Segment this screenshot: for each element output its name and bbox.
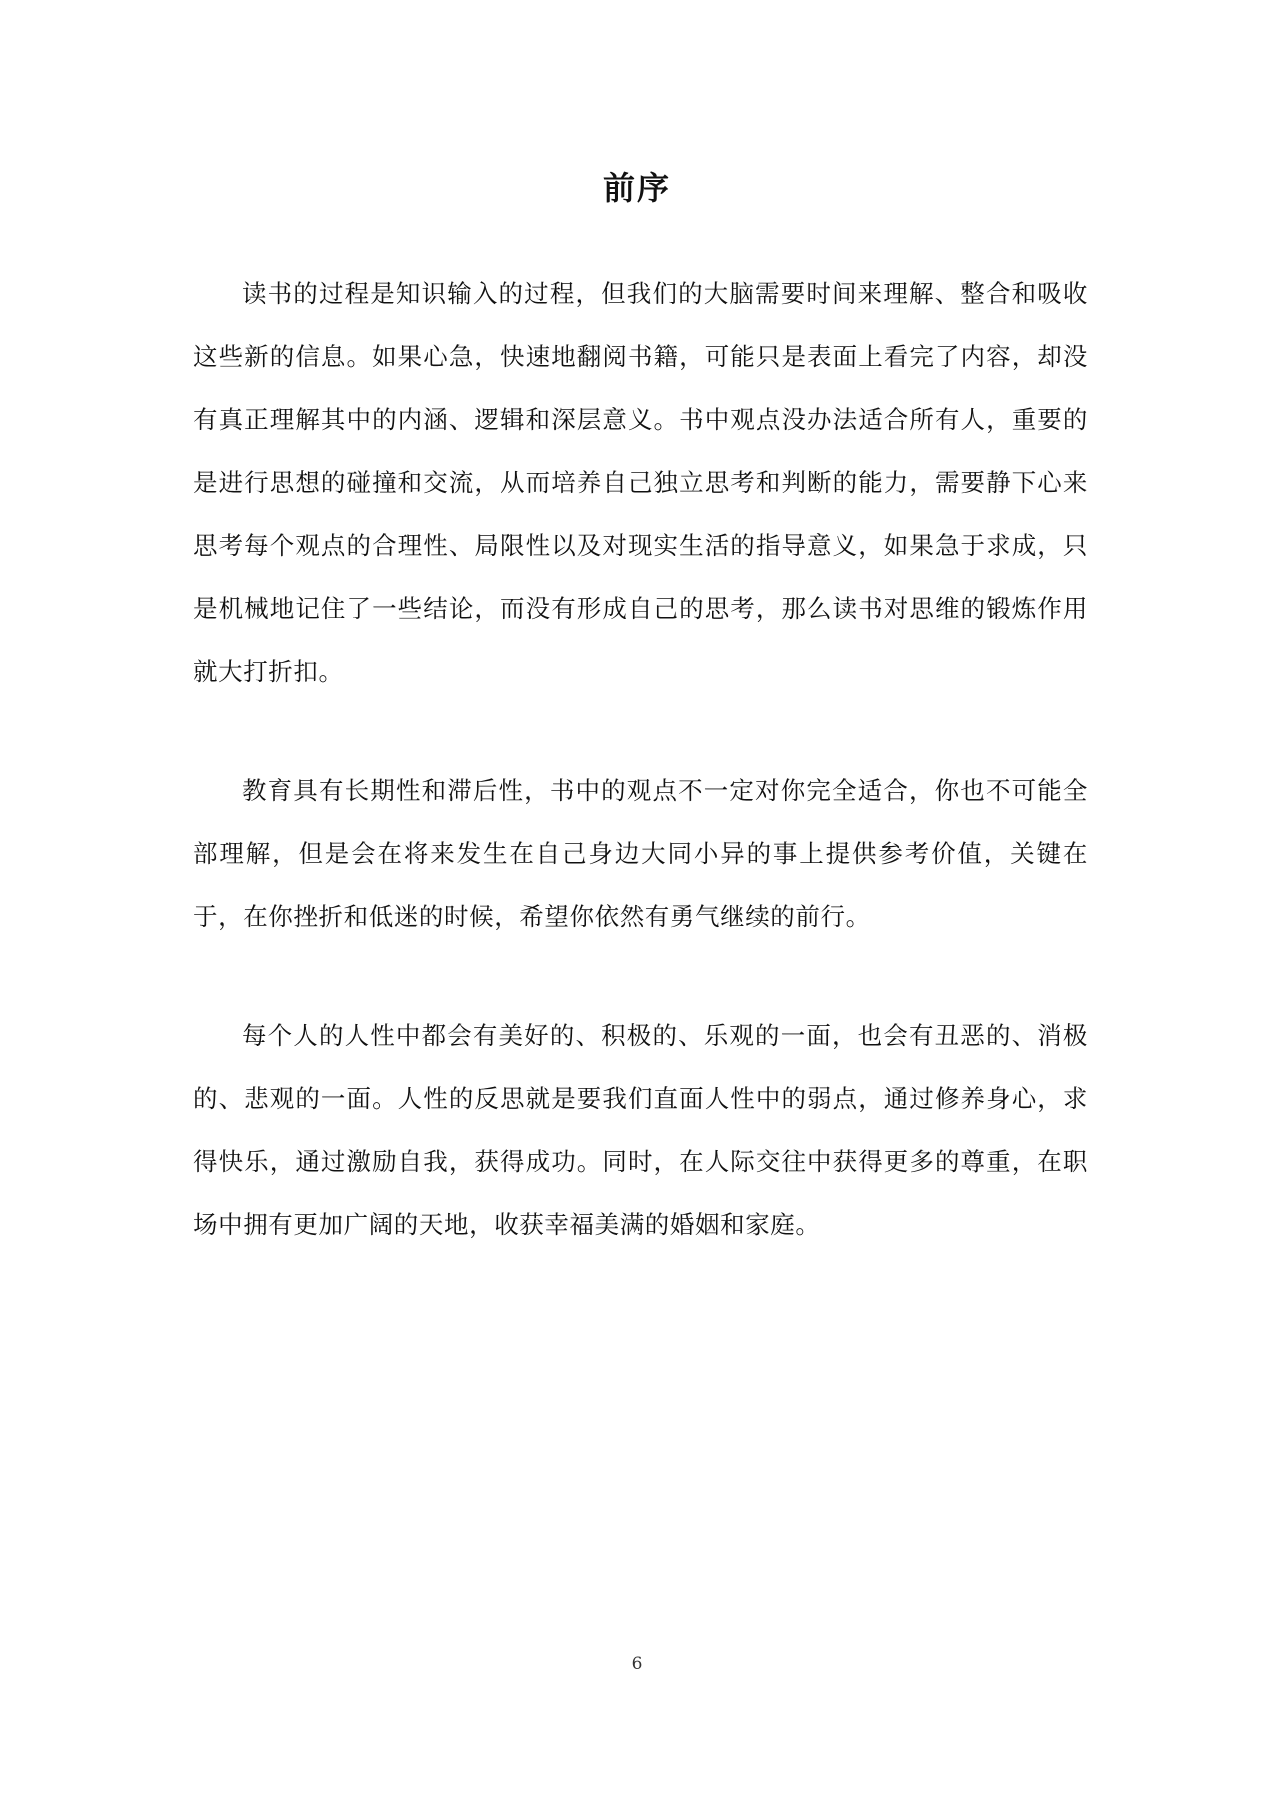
- page-title: 前序: [602, 169, 671, 207]
- paragraph-1: 读书的过程是知识输入的过程，但我们的大脑需要时间来理解、整合和吸收这些新的信息。如果心急，快速地翻阅书籍，可能只是表面上看完了内容，却没有真正理解其中的内涵、逻辑和深层意义。书中观点没办法适合所有人，重要的是进行思想的碰撞和交流，从而培养自己独立思考和判断的能力，需要静下心来思考每个观点的合理性、局限性以及对现实生活的指导意义，如果急于求成，只是机械地记住了一些结论，而没有形成自己的思考，那么读书对思维的锻炼作用就大打折扣。: [193, 279, 1088, 686]
- paragraph-2: 教育具有长期性和滞后性，书中的观点不一定对你完全适合，你也不可能全部理解，但是会在将来发生在自己身边大同小异的事上提供参考价值，关键在于，在你挫折和低迷的时候，希望你依然有勇气继续的前行。: [193, 776, 1088, 931]
- document-body: [193, 262, 1088, 1312]
- page-number: 6: [631, 1654, 643, 1674]
- paragraph-3: 每个人的人性中都会有美好的、积极的、乐观的一面，也会有丑恶的、消极的、悲观的一面。人性的反思就是要我们直面人性中的弱点，通过修养身心，求得快乐，通过激励自我，获得成功。同时，在人际交往中获得更多的尊重，在职场中拥有更加广阔的天地，收获幸福美满的婚姻和家庭。: [193, 1021, 1088, 1239]
